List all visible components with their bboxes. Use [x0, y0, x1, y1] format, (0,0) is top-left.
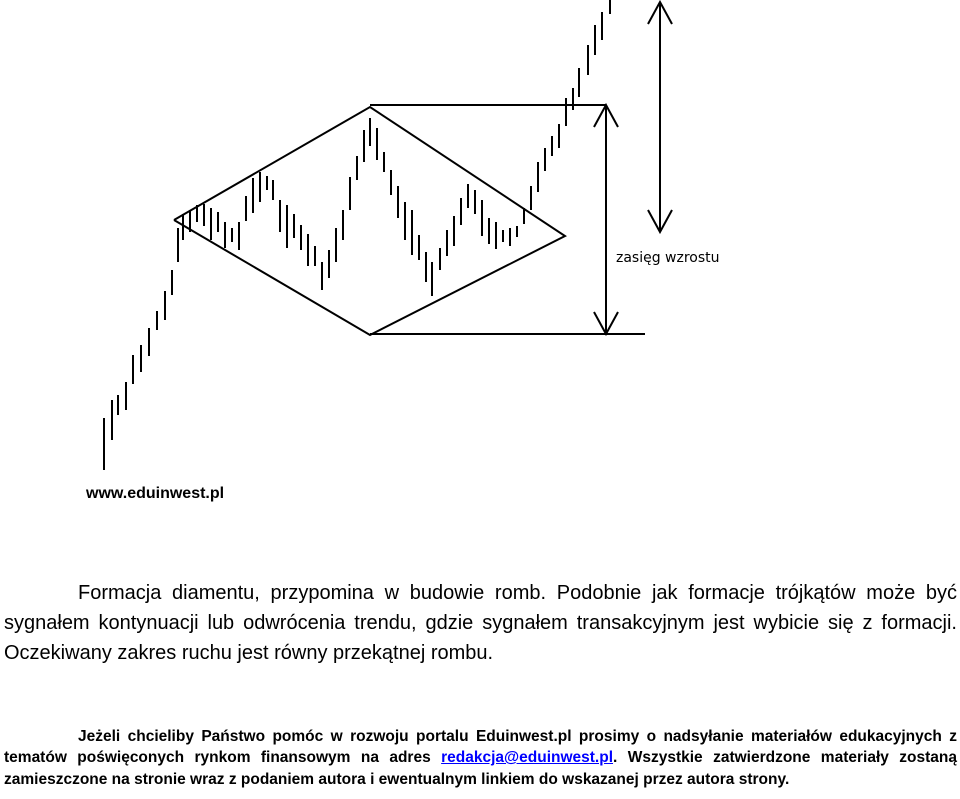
range-label: zasięg wzrostu: [616, 250, 720, 266]
submission-notice-paragraph: [4, 726, 957, 791]
range-guides: [370, 2, 672, 334]
description-paragraph: [4, 578, 957, 668]
notice-text-after-link: . Wszystkie zatwierdzone materiały zostaną zamieszczone na stronie wraz z podaniem autora i ewentualnym linkiem do wskazanej przez autora strony.: [4, 749, 957, 788]
description-text: Formacja diamentu, przypomina w budowie romb. Podobnie jak formacje trójkątów może być sygnałem kontynuacji lub odwrócenia trendu, gdzie sygnałem transakcyjnym jest wybicie się z formacji. Oczekiwany zakres ruchu jest równy przekątnej rombu.: [4, 582, 957, 664]
notice-text-before-link: Jeżeli chcieliby Państwo pomóc w rozwoju portalu Eduinwest.pl prosimy o nadsyłanie materiałów edukacyjnych z tematów poświęconych rynkom finansowym na adres: [4, 727, 957, 766]
editorial-email-link[interactable]: redakcja@eduinwest.pl: [441, 749, 614, 766]
watermark-url: www.eduinwest.pl: [86, 485, 225, 502]
price-bars: [104, 0, 610, 470]
